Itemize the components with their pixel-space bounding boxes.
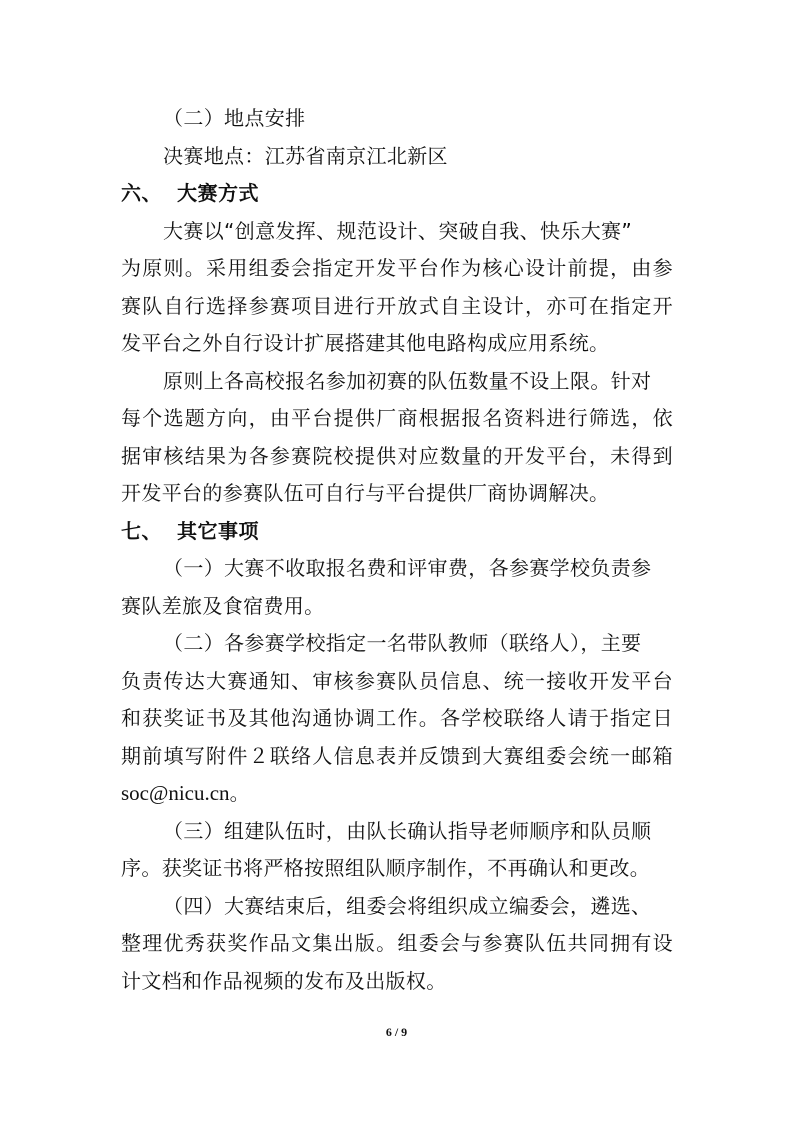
section-7-item-2-line: 期前填写附件２联络人信息表并反馈到大赛组委会统一邮箱 — [121, 743, 673, 768]
section-6-title: 大赛方式 — [177, 181, 259, 205]
section-7-number: 七、 — [121, 518, 162, 543]
section-6-paragraph-2-line: 据审核结果为各参赛院校提供对应数量的开发平台，未得到 — [121, 443, 673, 468]
section-7-item-2-line: 负责传达大赛通知、审核参赛队员信息、统一接收开发平台 — [121, 668, 673, 693]
page-number: 6 / 9 — [385, 1025, 408, 1039]
contact-email: soc@nicu.cn — [121, 781, 230, 805]
section-6-paragraph-1-line: 赛队自行选择参赛项目进行开放式自主设计，亦可在指定开 — [121, 293, 673, 318]
section-7-item-3-line: 序。获奖证书将严格按照组队顺序制作，不再确认和更改。 — [121, 856, 651, 880]
section-6-paragraph-1-line: 发平台之外自行设计扩展搭建其他电路构成应用系统。 — [121, 331, 610, 355]
section-7-item-1-line: （一）大赛不收取报名费和评审费，各参赛学校负责参 — [163, 556, 652, 580]
section-6-number: 六、 — [121, 181, 162, 205]
section-6-paragraph-1-line: 为原则。采用组委会指定开发平台作为核心设计前提，由参 — [121, 256, 673, 280]
section-7-item-4-line: （四）大赛结束后，组委会将组织成立编委会，遴选、 — [163, 893, 652, 918]
section-6-paragraph-2-line: 原则上各高校报名参加初赛的队伍数量不设上限。针对 — [163, 368, 652, 393]
section-7-item-3-line: （三）组建队伍时，由队长确认指导老师顺序和队员顺 — [163, 818, 652, 843]
section-7-item-2-line: （二）各参赛学校指定一名带队教师（联络人），主要 — [163, 631, 642, 655]
document-body — [121, 100, 673, 1000]
section-6-heading — [121, 175, 673, 213]
section-7-item-1-line: 赛队差旅及食宿费用。 — [121, 593, 325, 618]
section-6-paragraph-1-line: 大赛以“创意发挥、规范设计、突破自我、快乐大赛” — [163, 218, 633, 243]
location-subheading: （二）地点安排 — [163, 106, 306, 130]
section-7-item-4-line: 整理优秀获奖作品文集出版。组委会与参赛队伍共同拥有设 — [121, 931, 673, 955]
section-7-item-2-email-line — [121, 775, 673, 813]
section-7-title: 其它事项 — [177, 518, 259, 543]
final-venue-line: 决赛地点：江苏省南京江北新区 — [163, 143, 448, 168]
email-line-end: 。 — [229, 781, 250, 805]
section-7-heading — [121, 513, 673, 551]
section-6-paragraph-2-line: 每个选题方向，由平台提供厂商根据报名资料进行筛选，依 — [121, 406, 673, 430]
section-6-paragraph-2-line: 开发平台的参赛队伍可自行与平台提供厂商协调解决。 — [121, 481, 610, 505]
section-7-item-2-line: 和获奖证书及其他沟通协调工作。各学校联络人请于指定日 — [121, 706, 673, 730]
section-7-item-4-line: 计文档和作品视频的发布及出版权。 — [121, 968, 447, 993]
